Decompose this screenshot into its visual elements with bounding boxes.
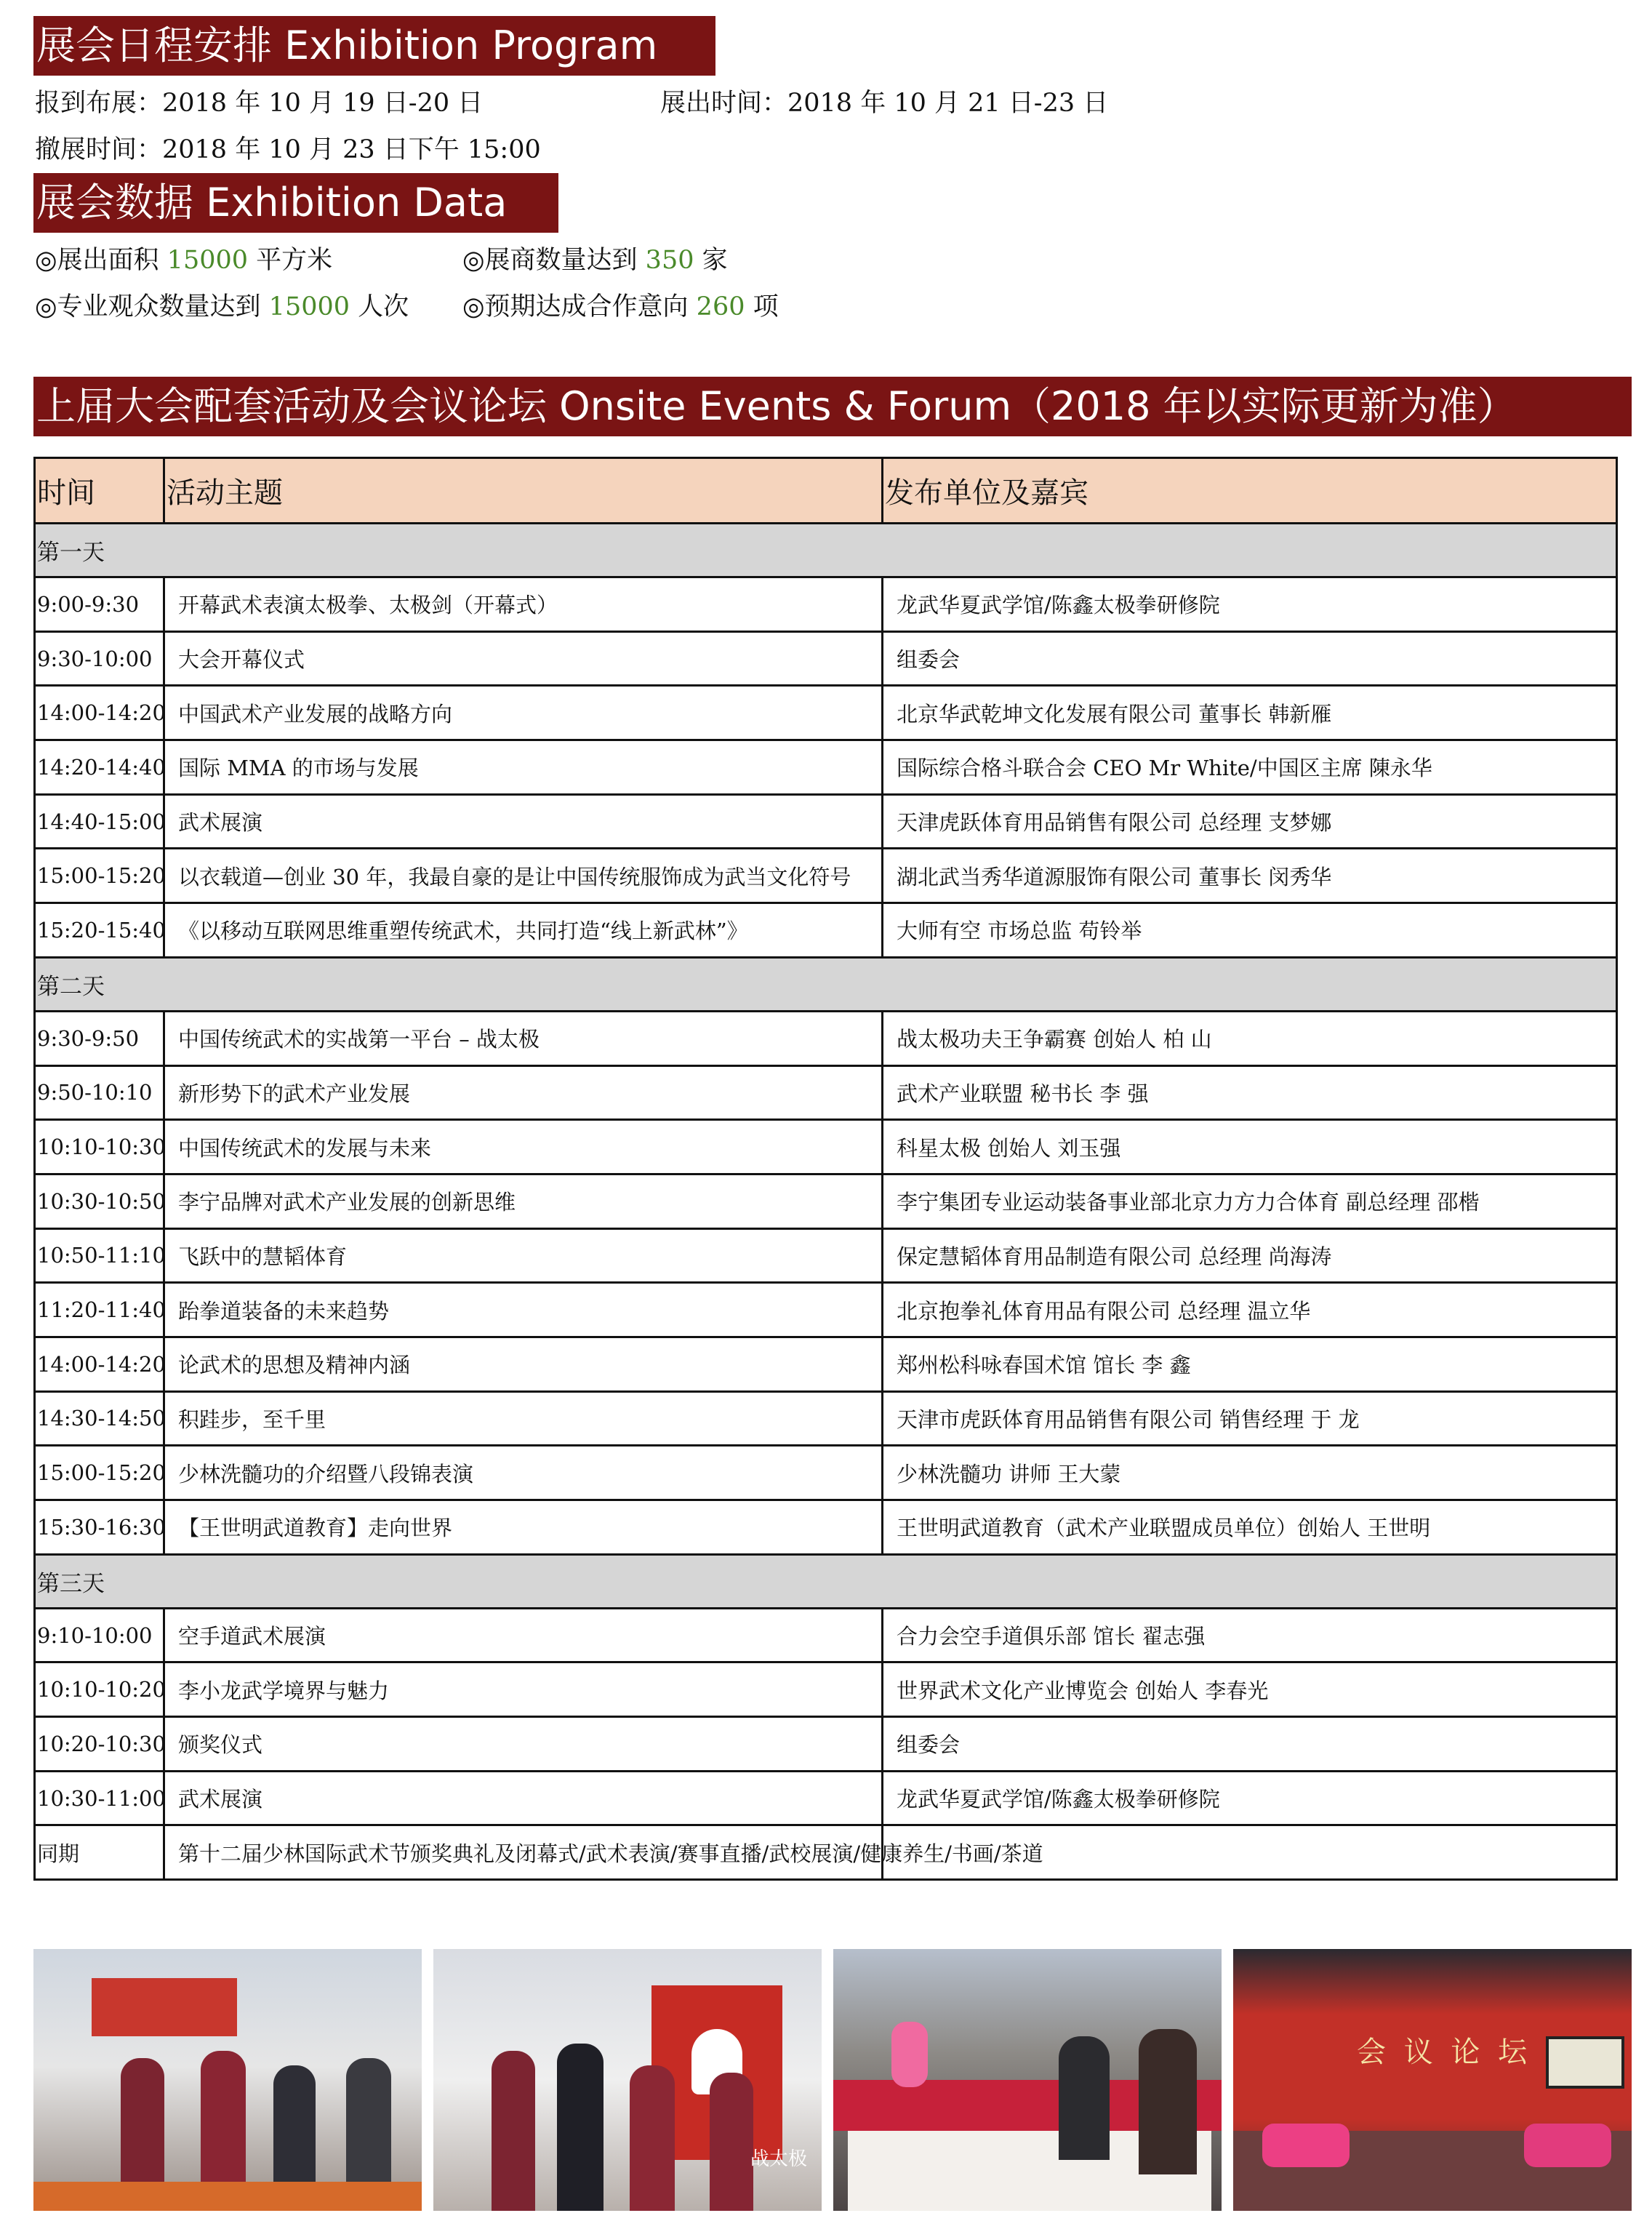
cell-topic: 武术展演 (164, 794, 883, 849)
cell-time: 9:30-9:50 (35, 1011, 164, 1065)
table-row (35, 577, 1617, 632)
table-row (35, 1771, 1617, 1825)
stat-exhibitors: ◎展商数量达到 350 家 (462, 246, 728, 275)
photo-visit-booth (33, 1949, 422, 2211)
cell-time: 10:10-10:20 (35, 1662, 164, 1717)
cell-speaker: 北京抱拳礼体育用品有限公司 总经理 温立华 (883, 1283, 1617, 1337)
cell-topic: 国际 MMA 的市场与发展 (164, 740, 883, 795)
cell-time: 11:20-11:40 (35, 1283, 164, 1337)
table-row (35, 1174, 1617, 1228)
dismantle-date: 撤展时间：2018 年 10 月 23 日下午 15:00 (35, 135, 541, 164)
header-speaker: 发布单位及嘉宾 (883, 458, 1617, 524)
cell-topic: 《以移动互联网思维重塑传统武术，共同打造“线上新武林”》 (164, 903, 883, 958)
cell-time: 10:50-11:10 (35, 1228, 164, 1283)
cell-topic: 新形势下的武术产业发展 (164, 1065, 883, 1120)
cell-topic: 开幕武术表演太极拳、太极剑（开幕式） (164, 577, 883, 632)
cell-time: 9:00-9:30 (35, 577, 164, 632)
cell-time: 9:50-10:10 (35, 1065, 164, 1120)
cell-speaker: 科星太极 创始人 刘玉强 (883, 1120, 1617, 1174)
schedule-table (33, 457, 1618, 1881)
table-row (35, 1011, 1617, 1065)
cell-speaker: 保定慧韬体育用品制造有限公司 总经理 尚海涛 (883, 1228, 1617, 1283)
stat-visitors: ◎专业观众数量达到 15000 人次 (35, 292, 409, 321)
cell-time: 10:30-10:50 (35, 1174, 164, 1228)
cell-topic: 中国传统武术的发展与未来 (164, 1120, 883, 1174)
cell-time: 14:20-14:40 (35, 740, 164, 795)
cell-speaker: 大师有空 市场总监 苟铃举 (883, 903, 1617, 958)
cell-time: 9:30-10:00 (35, 631, 164, 686)
table-row (35, 1391, 1617, 1446)
cell-speaker: 组委会 (883, 631, 1617, 686)
day-row (35, 1554, 1617, 1608)
day-label: 第三天 (35, 1554, 1617, 1608)
table-row (35, 1446, 1617, 1500)
cell-topic: 论武术的思想及精神内涵 (164, 1337, 883, 1391)
cell-time: 15:20-15:40 (35, 903, 164, 958)
cell-time: 15:00-15:20 (35, 1446, 164, 1500)
table-row (35, 631, 1617, 686)
brand-sign: 战太极 (750, 2148, 808, 2170)
cell-topic: 空手道武术展演 (164, 1608, 883, 1662)
header-time: 时间 (35, 458, 164, 524)
table-row (35, 903, 1617, 958)
cell-speaker: 北京华武乾坤文化发展有限公司 董事长 韩新雁 (883, 686, 1617, 740)
photo-audience (833, 1949, 1222, 2211)
table-row (35, 1228, 1617, 1283)
cell-time: 14:00-14:20 (35, 686, 164, 740)
cell-speaker: 少林洗髓功 讲师 王大蒙 (883, 1446, 1617, 1500)
table-row (35, 1608, 1617, 1662)
day-label: 第一天 (35, 524, 1617, 577)
cell-speaker: 龙武华夏武学馆/陈鑫太极拳研修院 (883, 577, 1617, 632)
cell-time: 9:10-10:00 (35, 1608, 164, 1662)
cell-speaker: 湖北武当秀华道源服饰有限公司 董事长 闵秀华 (883, 849, 1617, 903)
cell-topic: 颁奖仪式 (164, 1717, 883, 1772)
table-row (35, 1825, 1617, 1880)
cell-topic: 少林洗髓功的介绍暨八段锦表演 (164, 1446, 883, 1500)
cell-speaker: 龙武华夏武学馆/陈鑫太极拳研修院 (883, 1771, 1617, 1825)
cell-speaker: 天津虎跃体育用品销售有限公司 总经理 支梦娜 (883, 794, 1617, 849)
photo-strip (33, 1949, 1632, 2211)
cell-topic: 【王世明武道教育】走向世界 (164, 1500, 883, 1555)
table-row (35, 1120, 1617, 1174)
cell-time: 15:30-16:30 (35, 1500, 164, 1555)
photo-booth-group (433, 1949, 822, 2211)
cell-topic: 李小龙武学境界与魅力 (164, 1662, 883, 1717)
cell-speaker: 世界武术文化产业博览会 创始人 李春光 (883, 1662, 1617, 1717)
cell-topic: 以衣载道—创业 30 年，我最自豪的是让中国传统服饰成为武当文化符号 (164, 849, 883, 903)
cell-time: 15:00-15:20 (35, 849, 164, 903)
events-banner: 上届大会配套活动及会议论坛 Onsite Events & Forum（2018 年以实际更新为准） (33, 377, 1632, 436)
cell-topic: 大会开幕仪式 (164, 631, 883, 686)
cell-time: 14:30-14:50 (35, 1391, 164, 1446)
program-banner: 展会日程安排 Exhibition Program (33, 16, 715, 76)
stat-area: ◎展出面积 15000 平方米 (35, 246, 333, 275)
schedule-body (35, 524, 1617, 1880)
cell-speaker: 王世明武道教育（武术产业联盟成员单位）创始人 王世明 (883, 1500, 1617, 1555)
cell-topic: 飞跃中的慧韬体育 (164, 1228, 883, 1283)
table-row (35, 1717, 1617, 1772)
table-header-row (35, 458, 1617, 524)
table-row (35, 849, 1617, 903)
table-row (35, 1283, 1617, 1337)
setup-date: 报到布展：2018 年 10 月 19 日-20 日 (35, 89, 484, 118)
table-row (35, 740, 1617, 795)
cell-topic: 武术展演 (164, 1771, 883, 1825)
day-label: 第二天 (35, 957, 1617, 1011)
stat-deals: ◎预期达成合作意向 260 项 (462, 292, 779, 321)
cell-speaker: 合力会空手道俱乐部 馆长 翟志强 (883, 1608, 1617, 1662)
cell-speaker: 天津市虎跃体育用品销售有限公司 销售经理 于 龙 (883, 1391, 1617, 1446)
table-row (35, 794, 1617, 849)
cell-speaker: 战太极功夫王争霸赛 创始人 柏 山 (883, 1011, 1617, 1065)
cell-speaker: 郑州松科咏春国术馆 馆长 李 鑫 (883, 1337, 1617, 1391)
table-row (35, 1337, 1617, 1391)
cell-topic: 第十二届少林国际武术节颁奖典礼及闭幕式/武术表演/赛事直播/武校展演/健康养生/书画/茶道 (164, 1825, 883, 1880)
table-row (35, 1065, 1617, 1120)
table-row (35, 1662, 1617, 1717)
cell-speaker: 国际综合格斗联合会 CEO Mr White/中国区主席 陳永华 (883, 740, 1617, 795)
cell-time: 10:30-11:00 (35, 1771, 164, 1825)
cell-time: 同期 (35, 1825, 164, 1880)
cell-time: 14:40-15:00 (35, 794, 164, 849)
day-row (35, 957, 1617, 1011)
cell-speaker: 李宁集团专业运动装备事业部北京力方力合体育 副总经理 邵楷 (883, 1174, 1617, 1228)
photo-forum-stage (1233, 1949, 1632, 2211)
day-row (35, 524, 1617, 577)
cell-time: 10:10-10:30 (35, 1120, 164, 1174)
data-banner: 展会数据 Exhibition Data (33, 173, 558, 233)
table-row (35, 1500, 1617, 1555)
cell-topic: 积跬步，至千里 (164, 1391, 883, 1446)
cell-speaker: 武术产业联盟 秘书长 李 强 (883, 1065, 1617, 1120)
cell-time: 14:00-14:20 (35, 1337, 164, 1391)
cell-topic: 中国传统武术的实战第一平台 – 战太极 (164, 1011, 883, 1065)
cell-topic: 李宁品牌对武术产业发展的创新思维 (164, 1174, 883, 1228)
cell-time: 10:20-10:30 (35, 1717, 164, 1772)
cell-speaker: 组委会 (883, 1717, 1617, 1772)
cell-topic: 跆拳道装备的未来趋势 (164, 1283, 883, 1337)
cell-topic: 中国武术产业发展的战略方向 (164, 686, 883, 740)
exhibit-date: 展出时间：2018 年 10 月 21 日-23 日 (660, 89, 1109, 118)
table-row (35, 686, 1617, 740)
header-topic: 活动主题 (164, 458, 883, 524)
forum-sign: 会 议 论 坛 (1357, 2036, 1532, 2069)
